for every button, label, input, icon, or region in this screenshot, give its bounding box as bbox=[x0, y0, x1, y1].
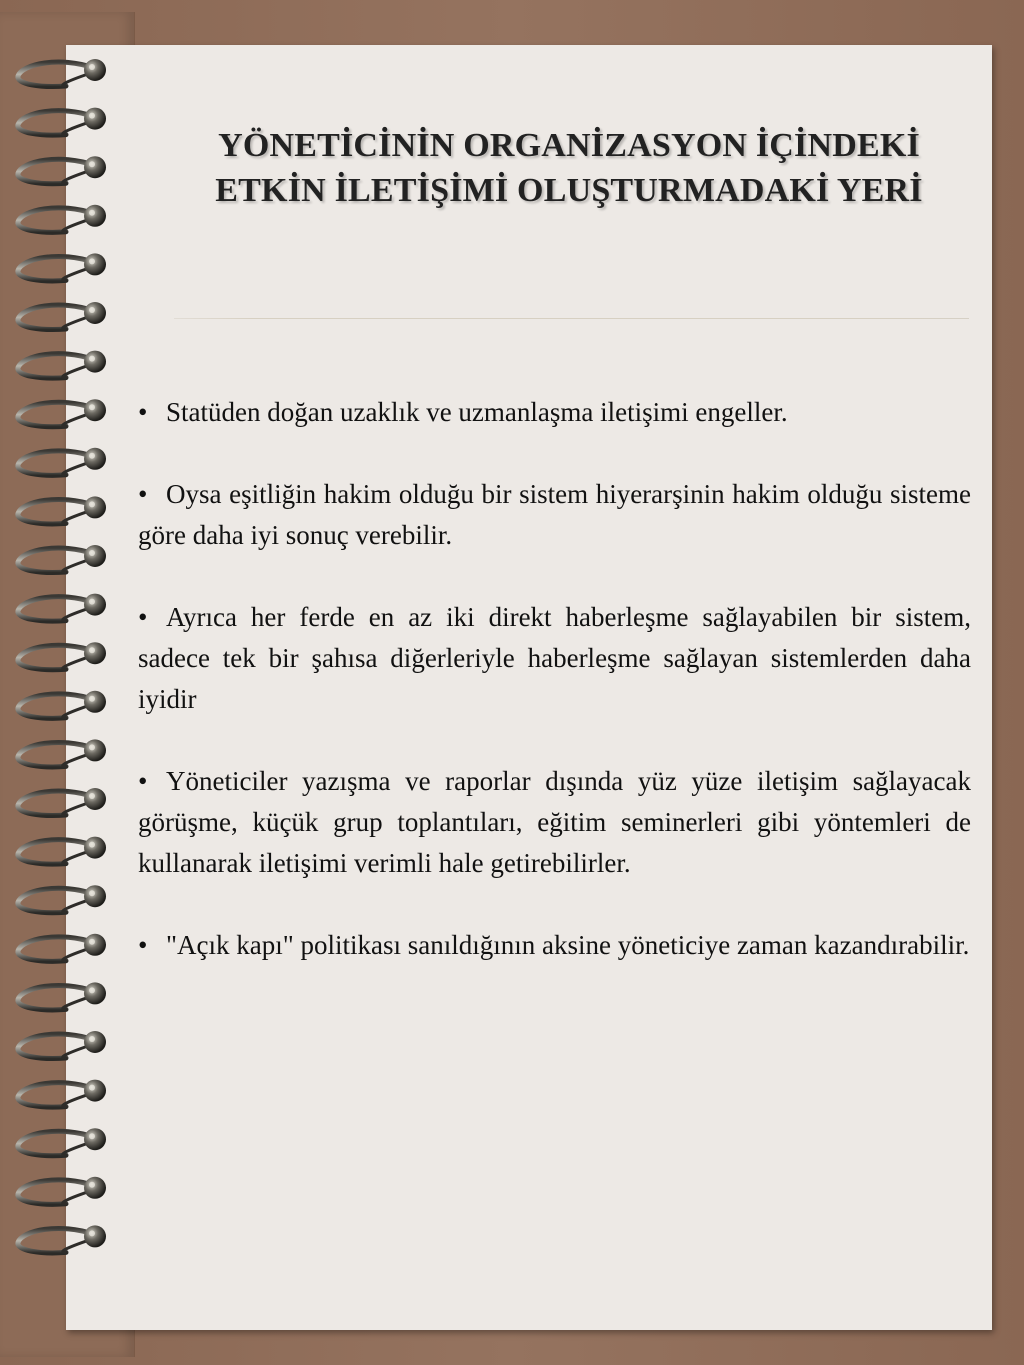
bullet-text: Ayrıca her ferde en az iki direkt haberleşme sağlayabilen bir sistem, sadece tek bir şahısa diğerleriyle haberleşme sağlayan sistemlerden daha iyidir bbox=[138, 602, 971, 714]
bullet-icon: • bbox=[138, 479, 148, 509]
spiral-ring bbox=[18, 788, 106, 816]
title-line-2: ETKİN İLETİŞİMİ OLUŞTURMADAKİ YERİ bbox=[215, 172, 923, 209]
spiral-ring bbox=[18, 545, 106, 573]
spiral-ring bbox=[18, 982, 106, 1010]
notebook-page bbox=[66, 45, 992, 1330]
spiral-ring bbox=[18, 253, 106, 281]
spiral-ring bbox=[18, 302, 106, 330]
bullet-text: Statüden doğan uzaklık ve uzmanlaşma iletişimi engeller. bbox=[166, 397, 788, 427]
spiral-ring bbox=[18, 837, 106, 865]
list-item bbox=[138, 761, 971, 884]
spiral-ring bbox=[18, 496, 106, 524]
spiral-binding-icon bbox=[0, 0, 130, 1365]
bullet-text: Oysa eşitliğin hakim olduğu bir sistem hiyerarşinin hakim olduğu sisteme göre daha iyi sonuç verebilir. bbox=[138, 479, 971, 550]
list-item bbox=[138, 392, 971, 433]
spiral-ring bbox=[18, 399, 106, 427]
spiral-ring bbox=[18, 739, 106, 767]
title-line-1: YÖNETİCİNİN ORGANİZASYON İÇİNDEKİ bbox=[218, 127, 920, 164]
spiral-ring bbox=[18, 1031, 106, 1059]
spiral-ring bbox=[18, 448, 106, 476]
spiral-ring bbox=[18, 59, 106, 87]
bullet-icon: • bbox=[138, 397, 148, 427]
spiral-ring bbox=[18, 108, 106, 136]
spiral-ring bbox=[18, 205, 106, 233]
bullet-icon: • bbox=[138, 930, 148, 960]
spiral-ring bbox=[18, 691, 106, 719]
list-item bbox=[138, 597, 971, 720]
list-item bbox=[138, 474, 971, 556]
spiral-ring bbox=[18, 885, 106, 913]
bullet-text: "Açık kapı" politikası sanıldığının aksine yöneticiye zaman kazandırabilir. bbox=[166, 930, 970, 960]
list-item bbox=[138, 925, 971, 966]
spiral-ring bbox=[18, 351, 106, 379]
bullet-list bbox=[138, 392, 971, 1007]
page-title bbox=[146, 123, 992, 213]
spiral-ring bbox=[18, 156, 106, 184]
spiral-ring bbox=[18, 1128, 106, 1156]
spiral-ring bbox=[18, 642, 106, 670]
spiral-ring bbox=[18, 594, 106, 622]
spiral-ring bbox=[18, 934, 106, 962]
spiral-ring bbox=[18, 1080, 106, 1108]
bullet-text: Yöneticiler yazışma ve raporlar dışında yüz yüze iletişim sağlayacak görüşme, küçük grup toplantıları, eğitim seminerleri gibi yöntemleri de kullanarak iletişimi verimli hale getirebilirler. bbox=[138, 766, 971, 878]
spiral-ring bbox=[18, 1225, 106, 1253]
bullet-icon: • bbox=[138, 766, 148, 796]
spiral-ring bbox=[18, 1177, 106, 1205]
title-divider bbox=[174, 318, 969, 319]
bullet-icon: • bbox=[138, 602, 148, 632]
